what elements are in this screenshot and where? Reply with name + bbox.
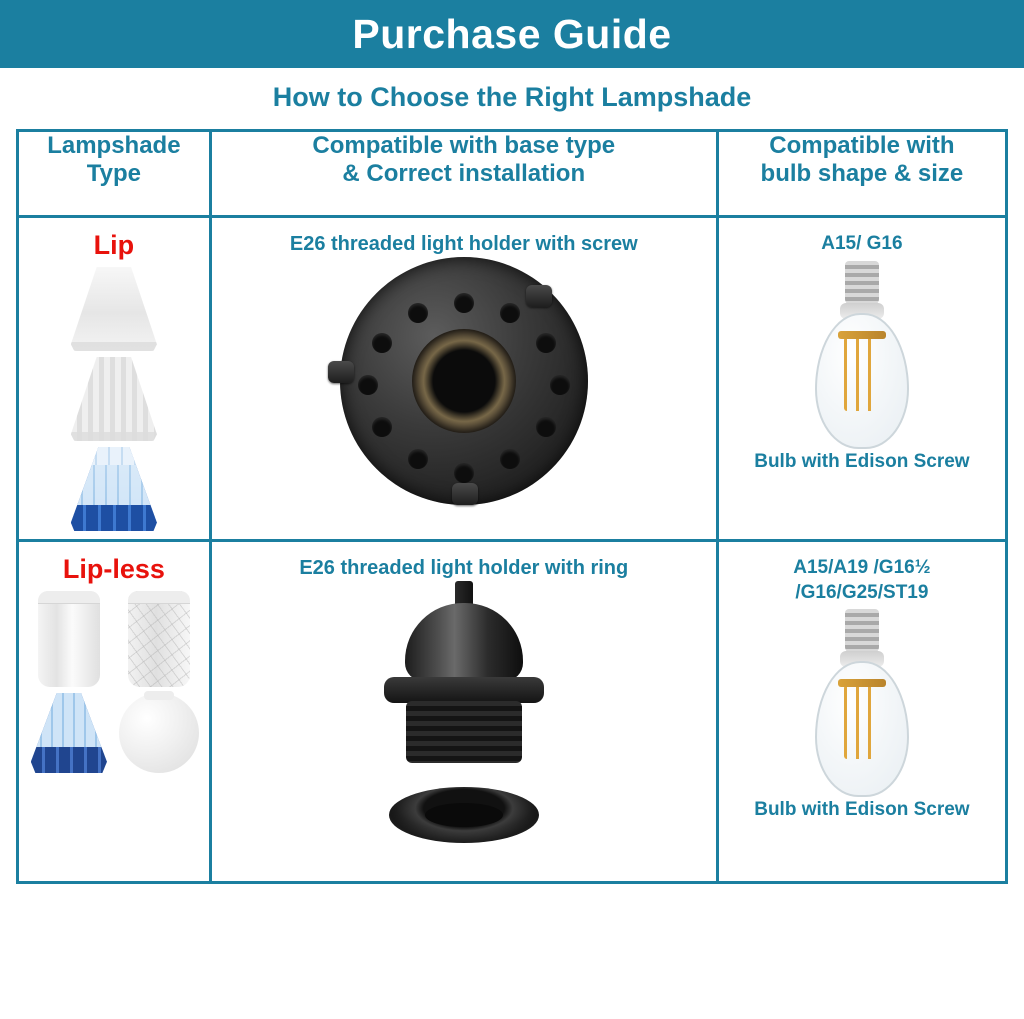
lampshade-type-label: Lip [93,230,135,260]
lip-shade-illustrations [71,267,157,539]
tiffany-bell-shade-icon [71,447,157,531]
bulb-size-label-line1: A15/A19 /G16½ [793,557,931,578]
column-header-line2: & Correct installation [342,160,586,188]
tiffany-shade-icon [31,693,107,773]
column-header-lampshade-type [18,131,211,217]
lampshade-guide-table [16,129,1008,884]
header-banner [0,0,1024,68]
page-subtitle: How to Choose the Right Lampshade [272,82,752,112]
threaded-ring-light-holder-icon [340,257,588,505]
lipless-shade-illustrations [27,591,201,781]
column-header-line2: Type [86,160,141,188]
table-row [18,541,1007,883]
lampshade-type-label: Lip-less [62,554,165,584]
bulb-caption: Bulb with Edison Screw [754,799,970,821]
column-header-line1: Compatible with [769,132,955,159]
clear-cylinder-shade-icon [38,591,100,687]
column-header-line1: Compatible with base type [312,132,616,159]
column-header-line2: bulb shape & size [760,160,964,188]
base-type-label: E26 threaded light holder with ring [299,557,629,579]
bulb-size-label: A15/ G16 [821,233,903,254]
ribbed-bell-shade-icon [71,357,157,441]
globe-shade-icon [119,693,199,773]
cell-bulb-lipless [717,541,1006,883]
column-header-line1: Lampshade [47,132,181,159]
socket-with-ring-icon [369,581,559,881]
cell-base-type-lip [210,217,717,541]
cell-base-type-lipless [210,541,717,883]
bulb-caption: Bulb with Edison Screw [754,450,970,472]
column-header-bulb-shape [717,131,1006,217]
a15-edison-bulb-icon [816,261,908,451]
bulb-size-label-line2: /G16/G25/ST19 [795,581,929,603]
cell-lampshade-type-lip [18,217,211,541]
table-header-row [18,131,1007,217]
cell-bulb-lip [717,217,1006,541]
frosted-bell-shade-icon [71,267,157,351]
base-type-label: E26 threaded light holder with screw [289,233,638,255]
table-row [18,217,1007,541]
page-title: Purchase Guide [352,10,672,57]
a19-edison-bulb-icon [816,609,908,799]
column-header-base-type [210,131,717,217]
cell-lampshade-type-lipless [18,541,211,883]
crackle-cylinder-shade-icon [128,591,190,687]
